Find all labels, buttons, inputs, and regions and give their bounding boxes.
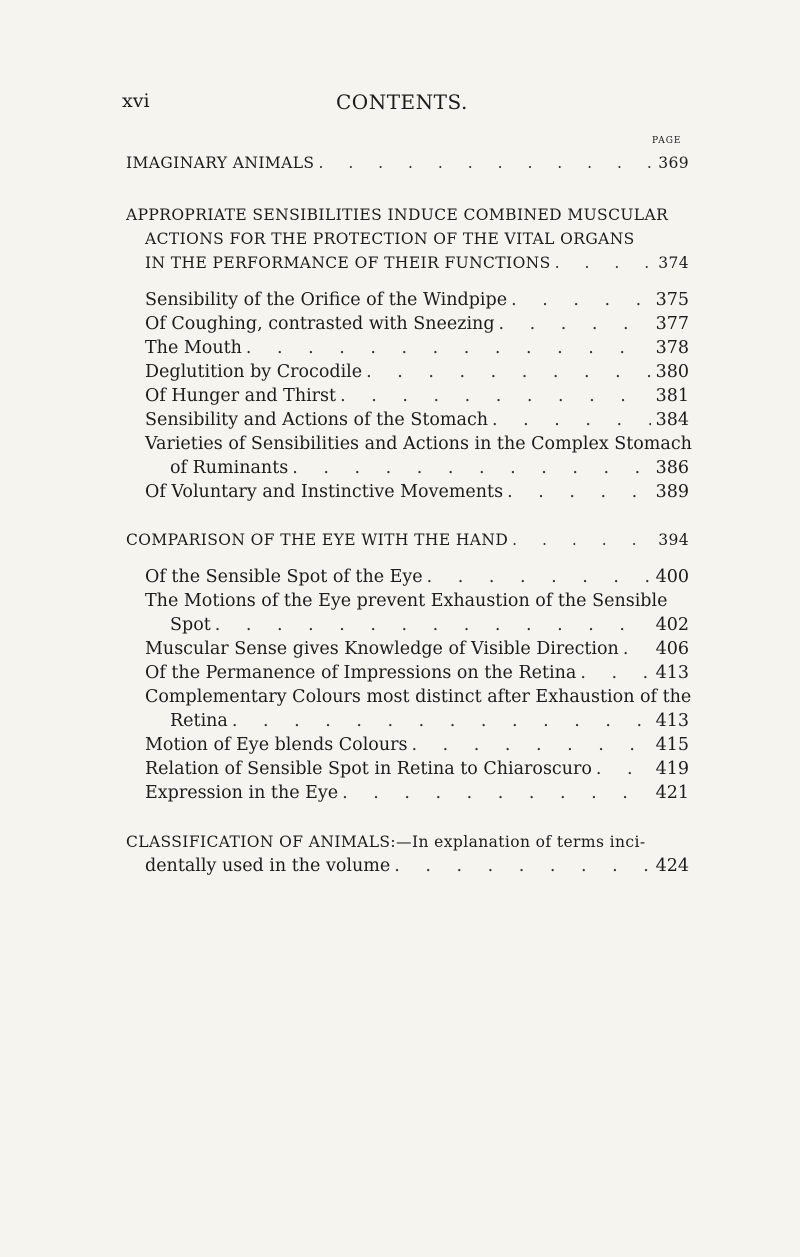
entry-page: 374 — [658, 254, 689, 272]
toc-entry — [126, 528, 689, 552]
entry-title: The Mouth — [145, 338, 242, 358]
entry-title: IN THE PERFORMANCE OF THEIR FUNCTIONS — [145, 254, 551, 272]
leader-dots — [366, 360, 651, 384]
toc-entry — [145, 733, 689, 757]
leader-dots — [292, 456, 651, 480]
leader-dots — [318, 151, 651, 175]
toc-entry — [145, 637, 689, 661]
toc-entry-line: Complementary Colours most distinct after Exhaustion of the — [145, 687, 692, 707]
toc-entry — [145, 565, 689, 589]
leader-dots — [499, 312, 651, 336]
entry-page: 415 — [655, 735, 689, 755]
entry-page: 419 — [655, 759, 689, 779]
entry-title: Of the Permanence of Impressions on the Retina — [145, 663, 577, 683]
entry-title: Of Coughing, contrasted with Sneezing — [145, 314, 495, 334]
leader-dots — [215, 613, 651, 637]
leader-dots — [342, 781, 651, 805]
leader-dots — [340, 384, 651, 408]
entry-title: Of the Sensible Spot of the Eye — [145, 567, 423, 587]
entry-page: 386 — [655, 458, 689, 478]
toc-entry — [126, 151, 689, 175]
entry-page: 402 — [655, 615, 689, 635]
entry-title: Deglutition by Crocodile — [145, 362, 363, 382]
leader-dots — [511, 288, 651, 312]
toc-entry — [145, 854, 689, 878]
entry-page: 389 — [655, 482, 689, 502]
entry-title: Muscular Sense gives Knowledge of Visible Direction — [145, 639, 619, 659]
toc-entry-line: The Motions of the Eye prevent Exhaustion of the Sensible — [145, 591, 668, 611]
toc-entry — [170, 709, 689, 733]
entry-page: 421 — [655, 783, 689, 803]
toc-entry-line: APPROPRIATE SENSIBILITIES INDUCE COMBINED MUSCULAR — [126, 206, 669, 224]
leader-dots — [580, 661, 651, 685]
leader-dots — [507, 480, 651, 504]
entry-title: Sensibility of the Orifice of the Windpipe — [145, 290, 508, 310]
leader-dots — [555, 251, 651, 275]
entry-title: Motion of Eye blends Colours — [145, 735, 408, 755]
entry-page: 384 — [655, 410, 689, 430]
entry-title: COMPARISON OF THE EYE WITH THE HAND — [126, 531, 509, 549]
entry-page: 413 — [655, 711, 689, 731]
toc-entry — [145, 336, 689, 360]
page-number: xvi — [122, 90, 150, 112]
toc-entry — [145, 757, 689, 781]
entry-page: 406 — [655, 639, 689, 659]
toc-entry-line: CLASSIFICATION OF ANIMALS:—In explanation of terms inci- — [126, 833, 646, 851]
toc-entry — [145, 781, 689, 805]
entry-page: 413 — [655, 663, 689, 683]
entry-page: 394 — [658, 531, 689, 549]
toc-entry — [145, 408, 689, 432]
toc-entry — [145, 251, 689, 275]
entry-title: Sensibility and Actions of the Stomach — [145, 410, 489, 430]
entry-page: 380 — [655, 362, 689, 382]
entry-title: IMAGINARY ANIMALS — [126, 154, 315, 172]
entry-page: 400 — [655, 567, 689, 587]
toc-entry — [145, 384, 689, 408]
leader-dots — [232, 709, 651, 733]
entry-title: of Ruminants — [170, 458, 289, 478]
entry-title: Of Voluntary and Instinctive Movements — [145, 482, 504, 502]
entry-title: Retina — [170, 711, 228, 731]
entry-page: 424 — [655, 856, 689, 876]
toc-entry — [170, 613, 689, 637]
leader-dots — [411, 733, 651, 757]
toc-entry — [145, 360, 689, 384]
entry-title: Expression in the Eye — [145, 783, 339, 803]
leader-dots — [492, 408, 651, 432]
entry-page: 369 — [658, 154, 689, 172]
toc-entry — [145, 288, 689, 312]
leader-dots — [512, 528, 651, 552]
leader-dots — [394, 854, 651, 878]
entry-title: Spot — [170, 615, 211, 635]
entry-page: 378 — [655, 338, 689, 358]
toc-entry — [145, 661, 689, 685]
toc-entry — [170, 456, 689, 480]
leader-dots — [427, 565, 651, 589]
page-column-label: PAGE — [652, 136, 682, 146]
leader-dots — [596, 757, 651, 781]
toc-entry-line: ACTIONS FOR THE PROTECTION OF THE VITAL ORGANS — [145, 230, 635, 248]
entry-page: 375 — [655, 290, 689, 310]
running-title: CONTENTS. — [336, 90, 468, 114]
entry-title: Relation of Sensible Spot in Retina to Chiaroscuro — [145, 759, 592, 779]
entry-page: 377 — [655, 314, 689, 334]
toc-entry-line: Varieties of Sensibilities and Actions in the Complex Stomach — [145, 434, 692, 454]
leader-dots — [623, 637, 651, 661]
toc-entry — [145, 480, 689, 504]
entry-title: Of Hunger and Thirst — [145, 386, 337, 406]
entry-title: dentally used in the volume — [145, 856, 391, 876]
page-header — [0, 90, 800, 114]
entry-page: 381 — [655, 386, 689, 406]
leader-dots — [246, 336, 651, 360]
toc-entry — [145, 312, 689, 336]
